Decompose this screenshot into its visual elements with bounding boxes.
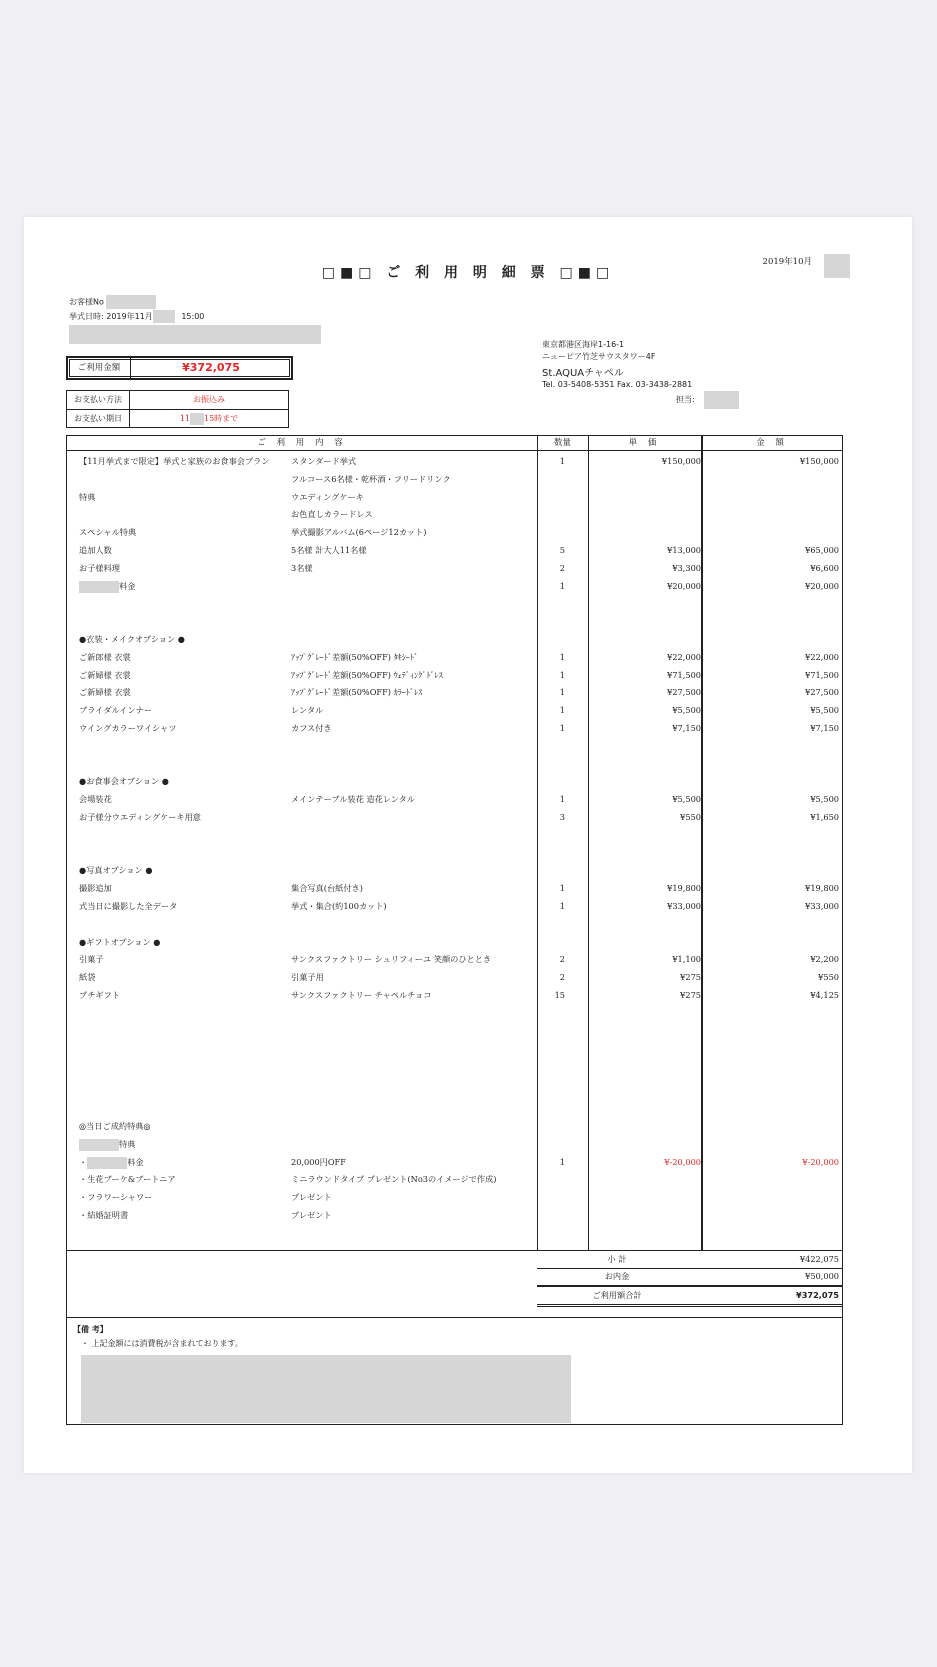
cell-desc: レンタル	[291, 705, 324, 716]
cell-qty: 15	[554, 990, 565, 1000]
cell-name	[79, 1155, 144, 1169]
cell-amount: ¥7,150	[810, 723, 839, 733]
table-row	[67, 739, 842, 753]
redacted-customer-no	[106, 295, 156, 309]
cell-name: ・フラワーシャワー	[79, 1192, 153, 1203]
redacted-item-name	[79, 581, 119, 593]
table-row	[67, 561, 842, 575]
cell-qty: 2	[559, 562, 565, 573]
table-row	[67, 881, 842, 895]
payment-due-label: お支払い期日	[67, 410, 130, 428]
table-row	[67, 757, 842, 771]
cell-name: お子様分ウエディングケーキ用意	[79, 812, 201, 822]
cell-name: ブライダルインナー	[79, 705, 153, 716]
cell-unit: ¥20,000	[667, 580, 701, 591]
table-row	[67, 846, 842, 860]
table-row	[67, 668, 842, 682]
redacted-staff-name	[704, 391, 739, 409]
cell-name: ウイングカラーワイシャツ	[79, 723, 177, 733]
header-amount: 金 額	[756, 438, 788, 448]
cell-qty: 1	[559, 794, 565, 805]
table-row	[67, 525, 842, 539]
cell-name: 式当日に撮影した全データ	[79, 901, 178, 911]
cell-qty: 2	[559, 954, 565, 965]
table-row	[67, 543, 842, 557]
table-row	[67, 490, 842, 504]
cell-name	[79, 579, 135, 593]
cell-desc: お色直しカラードレス	[291, 509, 373, 520]
redacted-remarks	[81, 1355, 571, 1423]
row-bullet: ・	[79, 1156, 88, 1167]
cell-name: ●写真オプション ●	[79, 865, 153, 876]
cell-amount: ¥2,200	[810, 954, 839, 965]
table-row	[67, 703, 842, 717]
cell-desc: 引菓子用	[291, 972, 324, 983]
item-name-text: 料金	[119, 580, 136, 591]
table-row	[67, 614, 842, 628]
cell-name: 会場装花	[79, 794, 112, 805]
cell-amount: ¥27,500	[805, 687, 839, 698]
deposit-value: ¥50,000	[805, 1271, 839, 1281]
cell-qty: 1	[559, 651, 565, 662]
cell-desc: 3名様	[291, 562, 313, 573]
payment-box	[66, 390, 289, 428]
cell-name: 引菓子	[79, 954, 104, 965]
deposit-row	[537, 1268, 842, 1287]
title-ornament-left: □■□	[321, 265, 387, 281]
table-row	[67, 810, 842, 824]
cell-qty: 1	[559, 723, 565, 733]
header-content: ご 利 用 内 容	[257, 438, 347, 448]
company-name: St.AQUAチャペル	[542, 368, 624, 379]
cell-unit: ¥13,000	[667, 545, 701, 555]
remarks-note: ・ 上記金額には消費税が含まれております。	[81, 1339, 243, 1348]
company-address-2: ニューピア竹芝サウスタワー4F	[542, 352, 656, 361]
table-row	[67, 1208, 842, 1222]
table-row	[67, 774, 842, 788]
payment-due-month: 11	[179, 414, 190, 423]
table-row	[67, 970, 842, 984]
cell-desc: 集合写真(台紙付き)	[291, 883, 363, 894]
cell-qty: 1	[559, 705, 565, 716]
subtotal-label: 小 計	[607, 1254, 627, 1264]
cell-name: プチギフト	[79, 990, 120, 1000]
cell-desc: ｱｯﾌﾟｸﾞﾚｰﾄﾞ差額(50%OFF) ｳｪﾃﾞｨﾝｸﾞﾄﾞﾚｽ	[291, 669, 443, 680]
cell-qty: 1	[559, 901, 565, 911]
table-row	[67, 863, 842, 877]
cell-name: ・結婚証明書	[79, 1210, 129, 1220]
cell-unit: ¥275	[680, 972, 701, 983]
table-row	[67, 454, 842, 468]
table-header	[67, 436, 842, 451]
ceremony-date-value: 2019年11月	[106, 312, 153, 321]
cell-unit: ¥27,500	[667, 687, 701, 698]
company-tel-fax: Tel. 03-5408-5351 Fax. 03-3438-2881	[542, 380, 693, 389]
cell-amount: ¥4,125	[810, 990, 839, 1000]
cell-amount: ¥71,500	[805, 669, 839, 680]
header-unit: 単 価	[628, 438, 661, 448]
invoice-page	[24, 217, 912, 1473]
detail-table	[66, 435, 843, 1251]
cell-desc: プレゼント	[291, 1192, 332, 1203]
cell-amount: ¥19,800	[805, 883, 839, 894]
cell-desc: 5名様 計大人11名様	[291, 545, 367, 555]
cell-amount: ¥550	[818, 972, 839, 983]
cell-unit: ¥33,000	[667, 901, 701, 911]
table-row	[67, 507, 842, 521]
cell-unit: ¥5,500	[672, 705, 701, 716]
payment-due-value	[130, 410, 288, 428]
table-row	[67, 935, 842, 949]
cell-name: 追加人数	[79, 545, 112, 555]
cell-name: ・生花ブーケ&ブートニア	[79, 1174, 176, 1185]
table-row	[67, 792, 842, 806]
title-text: ご 利 用 明 細 票	[386, 265, 550, 281]
cell-amount: ¥5,500	[810, 794, 839, 805]
cell-unit: ¥71,500	[667, 669, 701, 680]
table-row	[67, 632, 842, 646]
cell-amount: ¥22,000	[805, 651, 839, 662]
table-row	[67, 988, 842, 1002]
payment-method-value: お振込み	[193, 395, 225, 404]
cell-qty: 3	[559, 812, 565, 822]
remarks-section	[66, 1317, 843, 1425]
totals-section	[66, 1249, 843, 1318]
cell-desc: ｱｯﾌﾟｸﾞﾚｰﾄﾞ差額(50%OFF) ﾀｷｼｰﾄﾞ	[291, 651, 419, 662]
deposit-label: お内金	[604, 1271, 630, 1281]
table-row	[67, 579, 842, 593]
cell-qty: 1	[559, 687, 565, 698]
table-row	[67, 685, 842, 699]
customer-no-label: お客様No	[69, 297, 104, 307]
grand-total-row	[537, 1287, 842, 1307]
cell-desc: ｱｯﾌﾟｸﾞﾚｰﾄﾞ差額(50%OFF) ｶﾗｰﾄﾞﾚｽ	[291, 687, 423, 698]
cell-amount: ¥6,600	[810, 562, 839, 573]
cell-qty: 1	[559, 456, 565, 466]
company-address-1: 東京都港区海岸1-16-1	[542, 340, 625, 349]
total-amount-value: ¥372,075	[182, 361, 240, 374]
table-row	[67, 952, 842, 966]
customer-no	[69, 295, 156, 309]
cell-desc: メインテーブル装花 造花レンタル	[291, 794, 415, 805]
cell-unit: ¥7,150	[672, 723, 701, 733]
ceremony-time: 15:00	[181, 312, 205, 321]
remarks-title: 【備 考】	[73, 1325, 108, 1334]
redacted-ceremony-day	[153, 310, 175, 323]
total-amount-label: ご利用金額	[68, 358, 131, 378]
cell-qty: 1	[559, 669, 565, 680]
cell-unit: ¥5,500	[672, 794, 701, 805]
subtotal-value: ¥422,075	[799, 1254, 839, 1264]
cell-desc: 挙式撮影アルバム(6ページ12カット)	[291, 527, 427, 538]
cell-unit: ¥22,000	[667, 651, 701, 662]
cell-desc: スタンダード挙式	[291, 456, 357, 466]
table-row	[67, 596, 842, 610]
grand-total-label: ご利用額合計	[592, 1290, 642, 1300]
cell-qty: 5	[559, 545, 565, 555]
cell-name: 特典	[79, 491, 96, 502]
document-title	[24, 262, 912, 282]
cell-qty: 2	[559, 972, 565, 983]
table-row	[67, 721, 842, 735]
title-ornament-right: □■□	[549, 265, 615, 281]
cell-desc: フルコース6名様・乾杯酒・フリードリンク	[291, 473, 451, 484]
item-name-text: 料金	[127, 1156, 144, 1167]
table-row	[67, 1190, 842, 1204]
cell-name: ●衣装・メイクオプション ●	[79, 634, 185, 644]
header-qty: 数量	[553, 438, 571, 448]
cell-unit: ¥150,000	[661, 456, 701, 466]
ceremony-date-label: 挙式日時:	[69, 312, 104, 321]
cell-unit: ¥-20,000	[664, 1156, 701, 1167]
cell-name: ご新郎様 衣裳	[79, 651, 131, 662]
cell-qty: 1	[559, 883, 565, 894]
ceremony-datetime	[69, 310, 204, 323]
cell-desc: ミニラウンドタイプ プレゼント(No3のイメージで作成)	[291, 1174, 497, 1185]
table-row	[67, 828, 842, 842]
table-row	[67, 1172, 842, 1186]
cell-qty: 1	[559, 1156, 565, 1167]
table-row	[67, 472, 842, 486]
cell-name: 紙袋	[79, 972, 96, 983]
payment-due-time: 15時まで	[204, 414, 239, 423]
cell-unit: ¥1,100	[672, 954, 701, 965]
cell-name: お子様料理	[79, 562, 120, 573]
cell-amount: ¥65,000	[805, 545, 839, 555]
table-row	[67, 1119, 842, 1133]
cell-unit: ¥3,300	[672, 562, 701, 573]
table-row	[67, 917, 842, 931]
cell-desc: サンクスファクトリー チャペルチョコ	[291, 990, 432, 1000]
redacted-customer-name	[69, 325, 321, 344]
redacted-due-day	[190, 413, 204, 425]
redacted-item-name	[79, 1139, 119, 1151]
item-name-text: 特典	[119, 1138, 136, 1149]
payment-due-row	[67, 409, 288, 428]
cell-desc: 20,000円OFF	[291, 1156, 346, 1167]
cell-unit: ¥275	[680, 990, 701, 1000]
cell-name: ご新婦様 衣裳	[79, 669, 131, 680]
cell-desc: カフス付き	[291, 723, 332, 733]
cell-amount: ¥150,000	[799, 456, 839, 466]
table-row	[67, 899, 842, 913]
redacted-item-name	[87, 1157, 127, 1169]
table-row	[67, 650, 842, 664]
cell-name: ●お食事会オプション ●	[79, 776, 169, 787]
cell-amount: ¥-20,000	[802, 1156, 839, 1167]
cell-amount: ¥33,000	[805, 901, 839, 911]
payment-method-label: お支払い方法	[67, 391, 130, 409]
total-amount-box	[66, 356, 293, 380]
cell-amount: ¥20,000	[805, 580, 839, 591]
cell-unit: ¥550	[680, 812, 701, 822]
issue-date-text: 2019年10月	[762, 257, 812, 267]
cell-unit: ¥19,800	[667, 883, 701, 894]
cell-name	[79, 1137, 135, 1151]
staff-label: 担当:	[676, 395, 695, 404]
cell-qty: 1	[559, 580, 565, 591]
cell-name: 撮影追加	[79, 883, 112, 894]
table-row	[67, 1137, 842, 1151]
subtotal-row	[537, 1251, 842, 1269]
cell-amount: ¥1,650	[810, 812, 839, 822]
cell-desc: ウエディングケーキ	[291, 491, 364, 502]
cell-desc: 挙式・集合(約100カット)	[291, 901, 387, 911]
cell-desc: サンクスファクトリー シュリフィーユ 笑顔のひととき	[291, 954, 492, 965]
payment-method-row	[67, 391, 288, 409]
cell-name: 【11月挙式まで限定】挙式と家族のお食事会プラン	[79, 456, 270, 466]
cell-name: スペシャル特典	[79, 527, 137, 538]
table-row	[67, 1155, 842, 1169]
grand-total-value: ¥372,075	[796, 1290, 839, 1300]
cell-name: ●ギフトオプション ●	[79, 936, 161, 947]
cell-name: ◎当日ご成約特典◎	[79, 1121, 151, 1131]
cell-desc: プレゼント	[291, 1210, 332, 1220]
cell-amount: ¥5,500	[810, 705, 839, 716]
cell-name: ご新婦様 衣裳	[79, 687, 131, 698]
